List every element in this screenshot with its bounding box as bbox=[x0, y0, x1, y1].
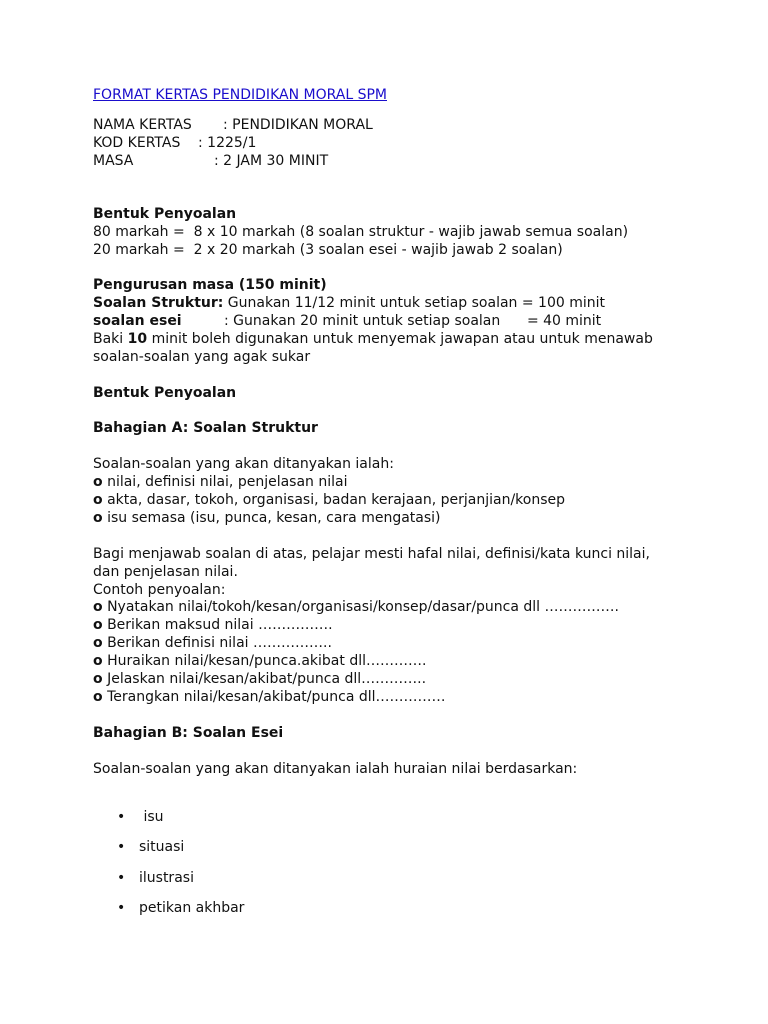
list-item: o Huraikan nilai/kesan/punca.akibat dll…………. bbox=[93, 653, 427, 669]
info-label: MASA bbox=[93, 153, 134, 169]
baki-line-2: soalan-soalan yang agak sukar bbox=[93, 349, 311, 365]
part-a-heading: Bahagian A: Soalan Struktur bbox=[93, 420, 318, 436]
paragraph: Bagi menjawab soalan di atas, pelajar mesti hafal nilai, definisi/kata kunci nilai, bbox=[93, 546, 650, 562]
bullet-icon: • bbox=[117, 870, 126, 886]
list-item: • situasi bbox=[117, 839, 185, 855]
info-row-kod bbox=[93, 134, 256, 152]
part-a-intro: Soalan-soalan yang akan ditanyakan ialah: bbox=[93, 456, 394, 472]
info-row-masa bbox=[93, 152, 328, 170]
list-item: o Nyatakan nilai/tokoh/kesan/organisasi/konsep/dasar/punca dll ……………. bbox=[93, 599, 619, 615]
markah-line: 80 markah = 8 x 10 markah (8 soalan struktur - wajib jawab semua soalan) bbox=[93, 224, 629, 240]
section-heading: Bentuk Penyoalan bbox=[93, 206, 237, 222]
list-item: o Terangkan nilai/kesan/akibat/punca dll…………… bbox=[93, 689, 446, 705]
list-item: o Berikan definisi nilai …………….. bbox=[93, 635, 332, 651]
bullet-icon: • bbox=[117, 900, 126, 916]
list-item: o isu semasa (isu, punca, kesan, cara mengatasi) bbox=[93, 510, 441, 526]
list-item: o nilai, definisi nilai, penjelasan nilai bbox=[93, 474, 348, 490]
info-row-nama bbox=[93, 116, 373, 134]
info-label: KOD KERTAS bbox=[93, 135, 181, 151]
list-item: • ilustrasi bbox=[117, 870, 194, 886]
list-item: • petikan akhbar bbox=[117, 900, 245, 916]
esei-line: soalan esei : Gunakan 20 minit untuk setiap soalan = 40 minit bbox=[93, 313, 602, 329]
list-item: o Jelaskan nilai/kesan/akibat/punca dll………….. bbox=[93, 671, 427, 687]
section-heading: Bentuk Penyoalan bbox=[93, 385, 237, 401]
info-value: : PENDIDIKAN MORAL bbox=[223, 117, 373, 133]
list-item: o Berikan maksud nilai ……………. bbox=[93, 617, 333, 633]
bullet-icon: • bbox=[117, 809, 126, 825]
paragraph: dan penjelasan nilai. bbox=[93, 564, 238, 580]
bullet-icon: • bbox=[117, 839, 126, 855]
section-heading: Pengurusan masa (150 minit) bbox=[93, 277, 327, 293]
list-item: • isu bbox=[117, 809, 164, 825]
part-b-heading: Bahagian B: Soalan Esei bbox=[93, 725, 284, 741]
part-b-intro: Soalan-soalan yang akan ditanyakan ialah huraian nilai berdasarkan: bbox=[93, 761, 578, 777]
struktur-line: Soalan Struktur: Gunakan 11/12 minit untuk setiap soalan = 100 minit bbox=[93, 295, 606, 311]
info-label: NAMA KERTAS bbox=[93, 117, 192, 133]
info-value: : 2 JAM 30 MINIT bbox=[214, 153, 329, 169]
document-title[interactable]: FORMAT KERTAS PENDIDIKAN MORAL SPM bbox=[93, 87, 387, 103]
contoh-label: Contoh penyoalan: bbox=[93, 582, 226, 598]
info-value: : 1225/1 bbox=[198, 135, 257, 151]
list-item: o akta, dasar, tokoh, organisasi, badan kerajaan, perjanjian/konsep bbox=[93, 492, 566, 508]
markah-line: 20 markah = 2 x 20 markah (3 soalan esei - wajib jawab 2 soalan) bbox=[93, 242, 563, 258]
baki-line: Baki 10 minit boleh digunakan untuk menyemak jawapan atau untuk menawab bbox=[93, 331, 653, 347]
